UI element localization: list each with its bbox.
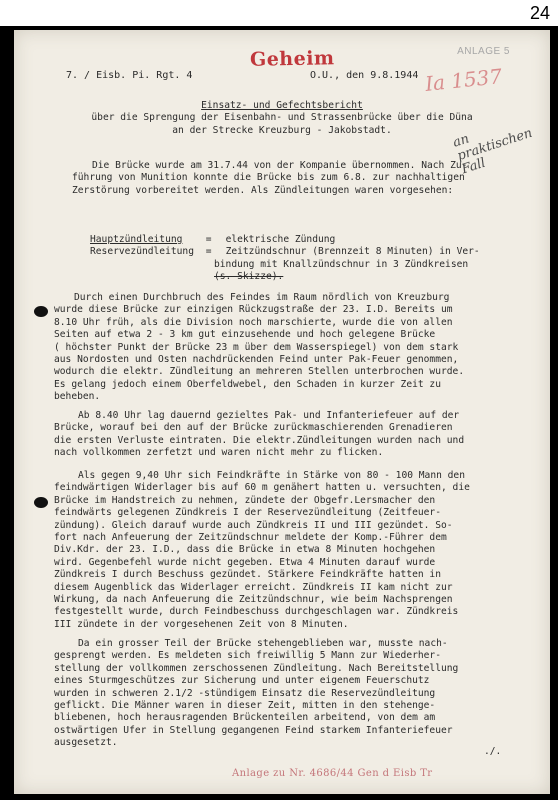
text-line: feindwärts gelegenen Zündkreis I der Reservezündleitung (Zeitfeuer- — [54, 507, 441, 519]
text-line: geflickt. Die Männer waren in dieser Zeit, mitten in den stehenge- — [54, 700, 436, 712]
text-line: Es gelang jedoch einem Oberfeldwebel, den Schaden in kurzer Zeit zu — [54, 378, 441, 390]
handwritten-registry-note: Ia 1537 — [423, 64, 504, 96]
text-line: wurde diese Brücke zur einzigen Rückzugstraße der 23. I.D. Bereits um — [54, 304, 453, 316]
title-main: Einsatz- und Gefechtsbericht — [201, 100, 363, 111]
text-line: führung von Munition konnte die Brücke bis zum 6.8. zur nachhaltigen — [72, 172, 465, 184]
text-line: ( höchster Punkt der Brücke 23 m über dem Wasserspiegel) von dem stark — [54, 341, 459, 353]
ignition-label: Reservezündleitung — [90, 246, 194, 258]
ignition-value: (s. Skizze). — [214, 271, 284, 283]
text-line: ostwärtigen Ufer in Stellung gegangenen Feind starkem Infanteriefeuer — [54, 724, 453, 736]
text-line: eines Sturmgeschützes zur Sicherung und unter eigenem Feuerschutz — [54, 675, 430, 687]
text-line: Zerstörung vorbereitet werden. Als Zündleitungen waren vorgesehen: — [72, 184, 454, 196]
text-line: Ab 8.40 Uhr lag dauernd gezieltes Pak- und Infanteriefeuer auf der — [78, 410, 460, 421]
text-line: Durch einen Durchbruch des Feindes im Raum nördlich von Kreuzburg — [74, 292, 450, 303]
ignition-eq: = — [205, 246, 212, 258]
text-line: bliebenen, hoch herausragenden Brückenteilen arbeitend, von dem am — [54, 712, 436, 724]
place-date: O.U., den 9.8.1944 — [310, 70, 419, 81]
text-line: Brücke im Handstreich zu nehmen, zündete der Obgefr.Lersmacher den — [54, 494, 436, 506]
text-line: Div.Kdr. der 23. I.D., dass die Brücke in etwa 8 Minuten hochgehen — [54, 544, 436, 556]
text-line: Als gegen 9,40 Uhr sich Feindkräfte in Stärke von 80 - 100 Mann den — [78, 470, 465, 481]
text-line: 8.10 Uhr früh, als die Division noch marschierte, wurde die von allen — [54, 316, 453, 328]
text-line: fort nach Anfeuerung der Zeitzündschnur meldete der Komp.-Führer dem — [54, 532, 447, 544]
text-line: beheben. — [54, 391, 101, 403]
text-line: diesem Augenblick das Widerlager erreicht. Zündkreis II kam nicht zur — [54, 581, 453, 593]
ignition-row — [90, 271, 480, 283]
anlage-stamp: ANLAGE 5 — [457, 46, 510, 57]
text-line: zündung). Gleich darauf wurde auch Zündkreis II und III gezündet. So- — [54, 519, 453, 531]
ignition-row — [90, 259, 480, 271]
text-line: wodurch die elektr. Zündleitung an mehreren Stellen unterbrochen wurde. — [54, 366, 465, 378]
text-line: festgestellt wurde, durch Feindbeschuss durchgeschlagen war. Zündkreis — [54, 606, 459, 618]
document-page — [14, 30, 550, 794]
text-line: Da ein grosser Teil der Brücke stehengeblieben war, musste nach- — [78, 638, 448, 649]
geheim-stamp: Geheim — [249, 47, 335, 71]
text-line: feindwärtigen Widerlager bis auf 60 m genähert hatten u. versuchten, die — [54, 482, 470, 494]
report-title — [14, 100, 550, 137]
ignition-value: bindung mit Knallzündschnur in 3 Zündkreisen — [214, 258, 469, 270]
paragraph-takeover — [72, 160, 532, 197]
paragraph-fire — [54, 410, 524, 460]
text-line: Zündkreis I durch Beschuss gezündet. Stärkere Feindkräfte hatten in — [54, 569, 441, 581]
text-line: die ersten Verluste eintraten. Die elektr.Zündleitungen wurden nach und — [54, 434, 465, 446]
page-number: 24 — [529, 3, 550, 23]
title-line-3: an der Strecke Kreuzburg - Jakobstadt. — [172, 124, 392, 136]
ignition-row — [90, 234, 480, 246]
ignition-table — [90, 234, 480, 284]
handwritten-pencil-note: an praktischen Fall — [451, 125, 535, 178]
text-line: nach vollkommen zerfetzt und waren nicht mehr zu flicken. — [54, 447, 384, 459]
ignition-eq: = — [205, 234, 212, 245]
paragraph-repair — [54, 638, 524, 750]
text-line: stellung der vollkommen zerschossenen Zündleitung. Nach Bereitstellung — [54, 662, 459, 674]
ignition-row — [90, 246, 480, 258]
punch-hole-upper — [34, 306, 48, 317]
page-number-strip — [0, 0, 558, 26]
unit-designation: 7. / Eisb. Pi. Rgt. 4 — [66, 70, 193, 81]
text-line: Die Brücke wurde am 31.7.44 von der Kompanie übernommen. Nach Zu- — [92, 160, 468, 171]
text-line: wird. Gegenbefehl wurde nicht gegeben. Etwa 4 Minuten darauf wurde — [54, 556, 436, 568]
text-line: III zündete in der vorgesehenen Zeit von 8 Minuten. — [54, 618, 349, 630]
text-line: ausgesetzt. — [54, 737, 118, 749]
continuation-mark: ./. — [484, 746, 502, 757]
ignition-label: Hauptzündleitung — [90, 234, 183, 245]
text-line: gesprengt werden. Es meldeten sich freiwillig 5 Mann zur Wiederher- — [54, 650, 441, 662]
ignition-value: elektrische Zündung — [225, 234, 336, 245]
text-line: aus Nordosten und Osten nachdrückenden Feind unter Pak-Feuer genommen, — [54, 354, 459, 366]
text-line: wurden in schweren 2.1/2 -stündigem Einsatz die Reservezündleitung — [54, 687, 436, 699]
text-line: Wirkung, da nach Anfeuerung die Zeitzündschnur, wie beim Nachsprengen — [54, 594, 453, 606]
ignition-value: Zeitzündschnur (Brennzeit 8 Minuten) in Ver- — [225, 246, 480, 258]
text-line: Seiten auf etwa 2 - 3 km gut einzusehende und hoch gelegene Brücke — [54, 329, 436, 341]
paragraph-breakthrough — [54, 292, 524, 404]
footer-reference-stamp: Anlage zu Nr. 4686/44 Gen d Eisb Tr — [232, 768, 433, 779]
text-line: Brücke, worauf bei den auf der Brücke zurückmaschierenden Grenadieren — [54, 422, 453, 434]
paragraph-detonation — [54, 470, 524, 631]
title-line-2: über die Sprengung der Eisenbahn- und Strassenbrücke über die Düna — [91, 112, 473, 124]
punch-hole-lower — [34, 497, 48, 508]
